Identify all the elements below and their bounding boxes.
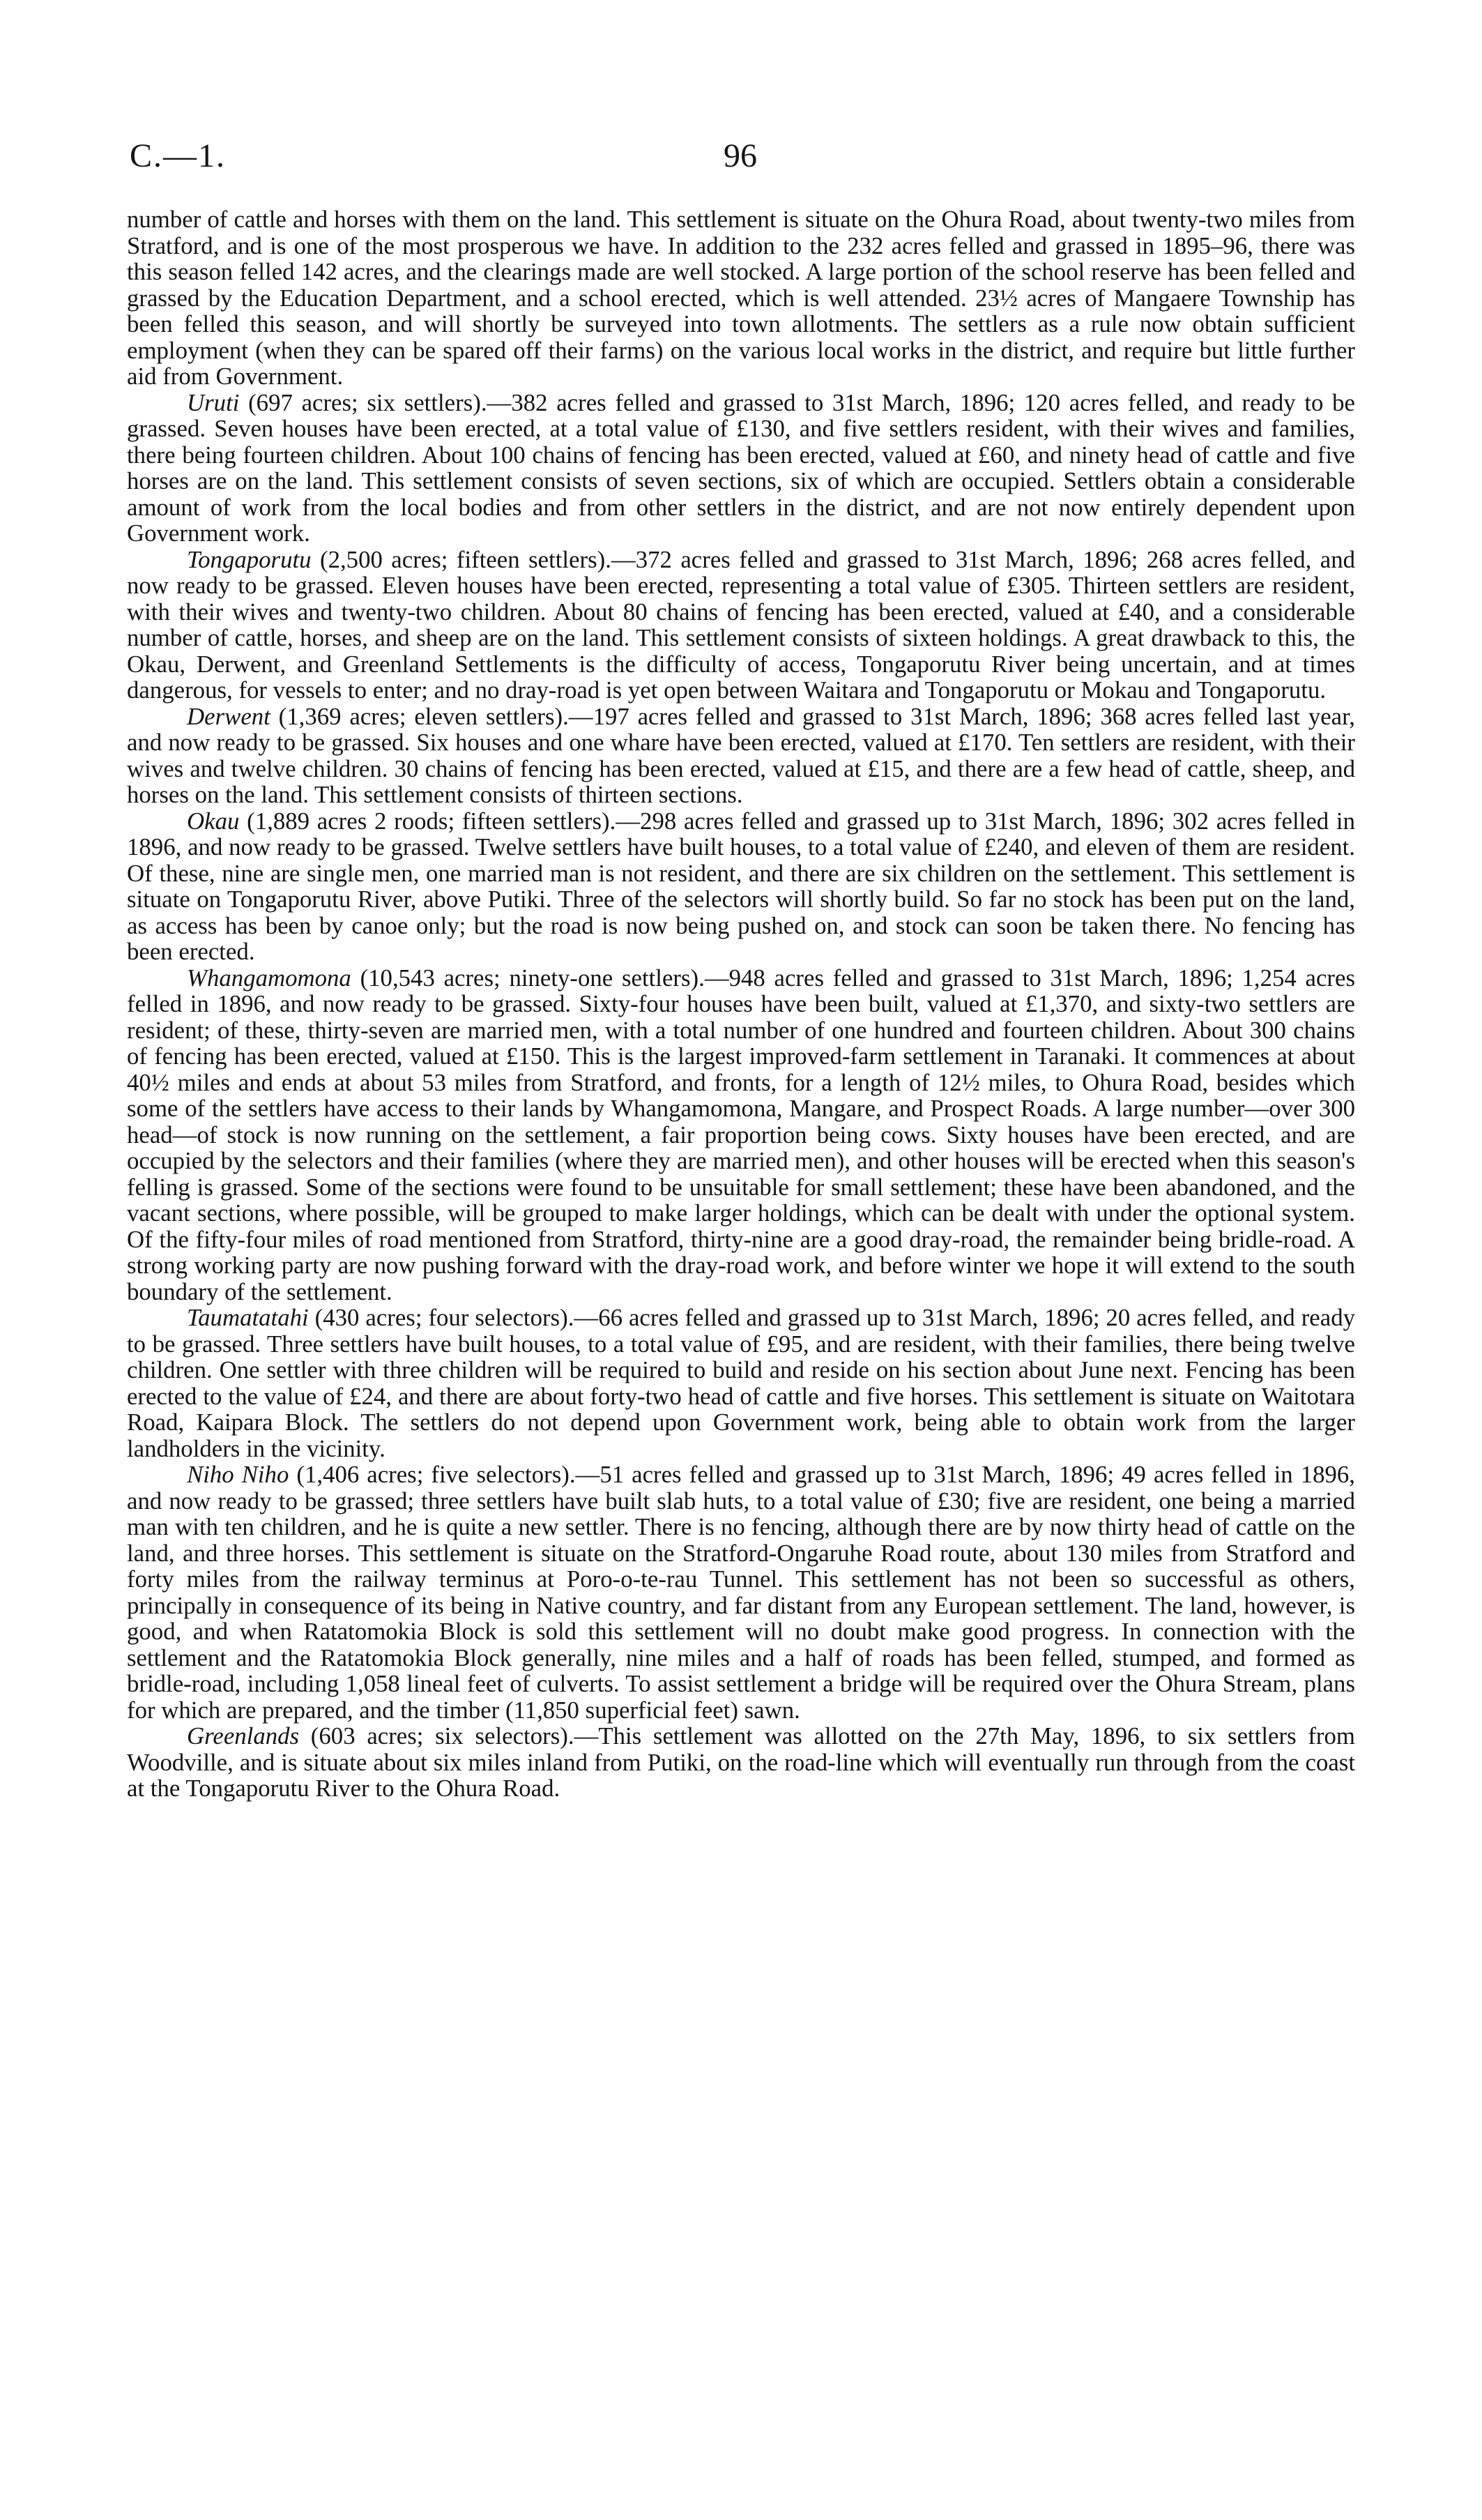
page-header — [130, 137, 1348, 179]
settlement-name: Uruti — [187, 388, 240, 416]
paragraph-taumatatahi — [127, 1305, 1355, 1462]
page-number: 96 — [724, 137, 757, 174]
settlement-name: Niho Niho — [187, 1461, 289, 1488]
settlement-name: Greenlands — [187, 1722, 300, 1749]
settlement-name: Okau — [187, 807, 240, 835]
settlement-text: (10,543 acres; ninety-one settlers).—948 acres felled and grassed to 31st March, 1896; 1,254 acres felled in 1896, and now ready to be grassed. Sixty-four houses have been built, valued at £1,370, and sixty-two settlers are resident; of these, thirty-seven are married men, with a total number of one hundred and fourteen children. About 300 chains of fencing has been erected, valued at £150. This is the largest improved-farm settlement in Taranaki. It commences at about 40½ miles and ends at about 53 miles from Stratford, and fronts, for a length of 12½ miles, to Ohura Road, besides which some of the settlers have access to their lands by Whangamomona, Mangare, and Prospect Roads. A large number—over 300 head—of stock is now running on the settlement, a fair proportion being cows. Sixty houses have been erected, and are occupied by the selectors and their families (where they are married men), and other houses will be erected when this season's felling is grassed. Some of the sections were found to be unsuitable for small settlement; these have been abandoned, and the vacant sections, where possible, will be grouped to make larger holdings, which can be dealt with under the optional system. Of the fifty-four miles of road mentioned from Stratford, thirty-nine are a good dray-road, the remainder being bridle-road. A strong working party are now pushing forward with the dray-road work, and before winter we hope it will extend to the south boundary of the settlement. — [127, 964, 1355, 1305]
settlement-text: (430 acres; four selectors).—66 acres felled and grassed up to 31st March, 1896; 20 acres felled, and ready to be grassed. Three settlers have built houses, to a total value of £95, and are resident, with their families, there being twelve children. One settler with three children will be required to build and reside on his section about June next. Fencing has been erected to the value of £24, and there are about forty-two head of cattle and five horses. This settlement is situate on Waitotara Road, Kaipara Block. The settlers do not depend upon Government work, being able to obtain work from the larger landholders in the vicinity. — [127, 1304, 1355, 1462]
opening-paragraph: number of cattle and horses with them on the land. This settlement is situate on the Ohura Road, about twenty-two miles from Stratford, and is one of the most prosperous we have. In addition to the 232 acres felled and grassed in 1895–96, there was this season felled 142 acres, and the clearings made are well stocked. A large portion of the school reserve has been felled and grassed by the Education Department, and a school erected, which is well attended. 23½ acres of Mangaere Township has been felled this season, and will shortly be surveyed into town allotments. The settlers as a rule now obtain sufficient employment (when they can be spared off their farms) on the various local works in the district, and require but little further aid from Government. — [127, 206, 1355, 390]
paragraph-okau — [127, 808, 1355, 965]
settlement-text: (603 acres; six selectors).—This settlement was allotted on the 27th May, 1896, to six settlers from Woodville, and is situate about six miles inland from Putiki, on the road-line which will eventually run through from the coast at the Tongaporutu River to the Ohura Road. — [127, 1722, 1355, 1802]
settlement-name: Whangamomona — [187, 964, 351, 992]
paragraph-uruti — [127, 390, 1355, 547]
settlement-text: (1,406 acres; five selectors).—51 acres felled and grassed up to 31st March, 1896; 49 acres felled in 1896, and now ready to be grassed; three settlers have built slab huts, to a total value of £30; five are resident, one being a married man with ten children, and he is quite a new settler. There is no fencing, although there are by now thirty head of cattle on the land, and three horses. This settlement is situate on the Stratford-Ongaruhe Road route, about 130 miles from Stratford and forty miles from the railway terminus at Poro-o-te-rau Tunnel. This settlement has not been so successful as others, principally in consequence of its being in Native country, and far distant from any European settlement. The land, however, is good, and when Ratatomokia Block is sold this settlement will no doubt make good progress. In connection with the settlement and the Ratatomokia Block generally, nine miles and a half of roads has been felled, stumped, and formed as bridle-road, including 1,058 lineal feet of culverts. To assist settlement a bridge will be required over the Ohura Stream, plans for which are prepared, and the timber (11,850 superficial feet) sawn. — [127, 1461, 1355, 1724]
settlement-text: (1,889 acres 2 roods; fifteen settlers).—298 acres felled and grassed up to 31st March, 1896; 302 acres felled in 1896, and now ready to be grassed. Twelve settlers have built houses, to a total value of £240, and eleven of them are resident. Of these, nine are single men, one married man is not resident, and there are six children on the settlement. This settlement is situate on Tongaporutu River, above Putiki. Three of the selectors will shortly build. So far no stock has been put on the land, as access has been by canoe only; but the road is now being pushed on, and stock can soon be taken there. No fencing has been erected. — [127, 807, 1355, 965]
report-body — [127, 206, 1355, 1802]
paragraph-whangamomona — [127, 965, 1355, 1305]
paragraph-niho-niho — [127, 1462, 1355, 1723]
settlement-name: Tongaporutu — [187, 545, 312, 573]
paragraph-derwent — [127, 704, 1355, 808]
settlement-text: (697 acres; six settlers).—382 acres felled and grassed to 31st March, 1896; 120 acres felled, and ready to be grassed. Seven houses have been erected, at a total value of £130, and five settlers resident, with their wives and families, there being fourteen children. About 100 chains of fencing has been erected, valued at £60, and ninety head of cattle and five horses are on the land. This settlement consists of seven sections, six of which are occupied. Settlers obtain a considerable amount of work from the local bodies and from other settlers in the district, and are not now entirely dependent upon Government work. — [127, 388, 1355, 547]
settlement-text: (2,500 acres; fifteen settlers).—372 acres felled and grassed to 31st March, 1896; 268 acres felled, and now ready to be grassed. Eleven houses have been erected, representing a total value of £305. Thirteen settlers are resident, with their wives and twenty-two children. About 80 chains of fencing has been erected, valued at £40, and a considerable number of cattle, horses, and sheep are on the land. This settlement consists of sixteen holdings. A great drawback to this, the Okau, Derwent, and Greenland Settlements is the difficulty of access, Tongaporutu River being uncertain, and at times dangerous, for vessels to enter; and no dray-road is yet open between Waitara and Tongaporutu or Mokau and Tongaporutu. — [127, 545, 1355, 704]
paragraph-greenlands — [127, 1723, 1355, 1802]
settlement-name: Taumatatahi — [187, 1304, 309, 1331]
settlement-text: (1,369 acres; eleven settlers).—197 acres felled and grassed to 31st March, 1896; 368 acres felled last year, and now ready to be grassed. Six houses and one whare have been erected, valued at £170. Ten settlers are resident, with their wives and twelve children. 30 chains of fencing has been erected, valued at £15, and there are a few head of cattle, sheep, and horses on the land. This settlement consists of thirteen sections. — [127, 702, 1355, 808]
settlement-name: Derwent — [187, 702, 270, 730]
paragraph-tongaporutu — [127, 547, 1355, 704]
document-reference: C.—1. — [130, 137, 227, 174]
